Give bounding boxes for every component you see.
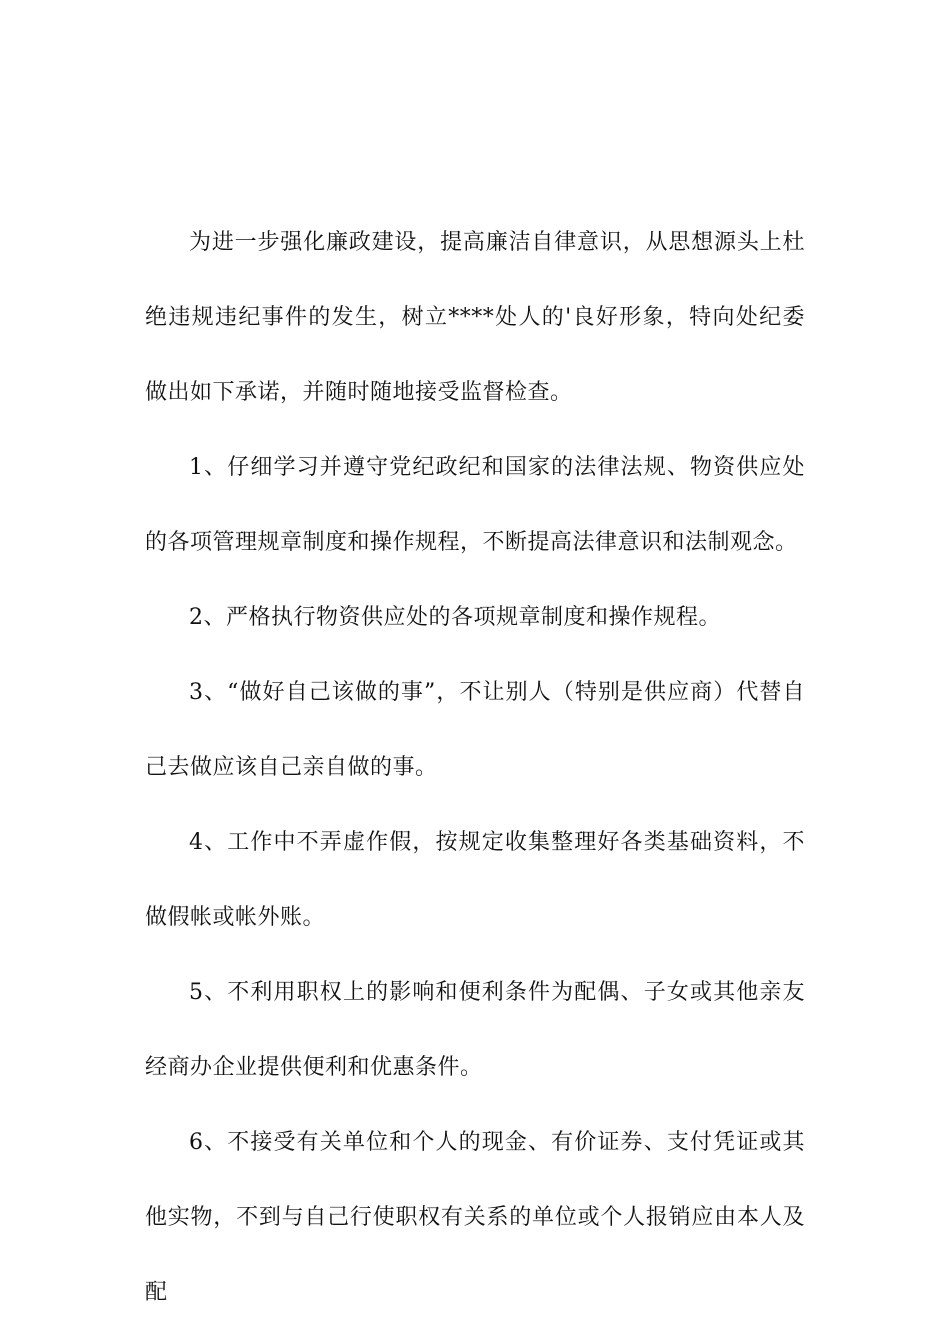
- commitment-item-2: 2、严格执行物资供应处的各项规章制度和操作规程。: [189, 605, 721, 630]
- commitment-item-5: 5、不利用职权上的影响和便利条件为配偶、子女或其他亲友经商办企业提供便利和优惠条件。: [145, 980, 805, 1080]
- commitment-item-6: 6、不接受有关单位和个人的现金、有价证券、支付凭证或其他实物，不到与自己行使职权有关系的单位或个人报销应由本人及配: [145, 1130, 805, 1305]
- document-body: [145, 205, 805, 1330]
- intro-paragraph: 为进一步强化廉政建设，提高廉洁自律意识，从思想源头上杜绝违规违纪事件的发生，树立****处人的'良好形象，特向处纪委做出如下承诺，并随时随地接受监督检查。: [145, 230, 805, 405]
- commitment-item-1: 1、仔细学习并遵守党纪政纪和国家的法律法规、物资供应处的各项管理规章制度和操作规程，不断提高法律意识和法制观念。: [145, 455, 805, 555]
- commitment-item-4: 4、工作中不弄虚作假，按规定收集整理好各类基础资料，不做假帐或帐外账。: [145, 830, 805, 930]
- commitment-item-3: 3、“做好自己该做的事”，不让别人（特别是供应商）代替自己去做应该自己亲自做的事。: [145, 680, 805, 780]
